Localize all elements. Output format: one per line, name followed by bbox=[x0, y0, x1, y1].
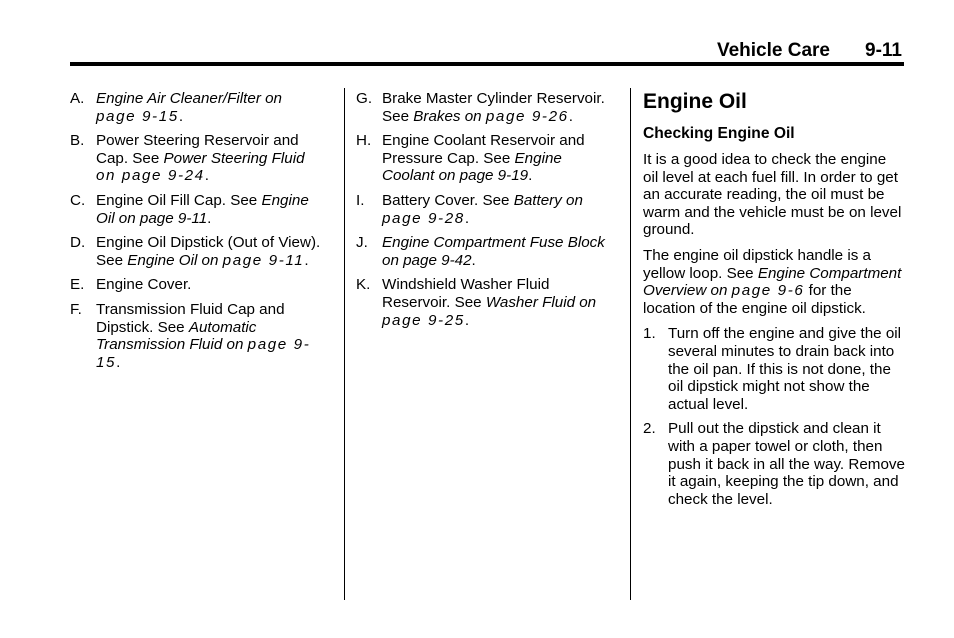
callout-text-end: . bbox=[471, 251, 476, 269]
callout-text-end: . bbox=[464, 311, 470, 329]
column-divider-left bbox=[344, 88, 345, 600]
cross-reference-link[interactable]: Battery on bbox=[513, 191, 583, 209]
step-number: 1. bbox=[643, 325, 656, 343]
cross-reference-link[interactable]: Brakes on bbox=[413, 107, 482, 125]
dipstick-paragraph bbox=[643, 247, 905, 317]
cross-reference-link[interactable]: Engine Oil on bbox=[127, 251, 219, 269]
dipstick-text-end: for the location of the engine oil dipstick. bbox=[643, 282, 866, 317]
callout-text-end: . bbox=[568, 107, 573, 125]
cross-reference-link[interactable]: Power Steering Fluid bbox=[163, 149, 305, 167]
callout-text-end: . bbox=[464, 209, 470, 227]
callout-item bbox=[356, 192, 614, 227]
step-item bbox=[643, 325, 905, 413]
callout-item bbox=[356, 276, 614, 329]
cross-reference-link[interactable]: Engine Coolant on page 9-19 bbox=[382, 149, 562, 185]
page-number: 9-11 bbox=[865, 40, 902, 61]
step-number: 2. bbox=[643, 420, 656, 438]
callout-text-end: . bbox=[304, 251, 309, 269]
callout-item bbox=[70, 90, 326, 125]
callout-text-end: . bbox=[204, 167, 209, 185]
cross-reference-page[interactable]: on page 9-24 bbox=[96, 167, 205, 185]
column-middle bbox=[356, 90, 614, 336]
callout-text: Engine Oil Dipstick (Out of View). See bbox=[96, 234, 321, 269]
callout-text: Engine Coolant Reservoir and Pressure Cap. See bbox=[382, 132, 585, 167]
callout-letter: C. bbox=[70, 191, 86, 209]
callout-text: Brake Master Cylinder Reservoir. See bbox=[382, 90, 605, 125]
callout-item bbox=[70, 276, 326, 294]
callout-item bbox=[70, 234, 326, 269]
column-left bbox=[70, 90, 326, 378]
callout-list-left bbox=[70, 90, 326, 371]
callout-item bbox=[356, 234, 614, 269]
intro-paragraph: It is a good idea to check the engine oil level at each fuel fill. In order to get an accurate reading, the oil must be warm and the vehicle must be on level ground. bbox=[643, 151, 902, 239]
callout-item bbox=[70, 132, 326, 185]
callout-text: Power Steering Reservoir and Cap. See bbox=[96, 132, 299, 167]
callout-letter: J. bbox=[356, 234, 368, 252]
callout-list-middle bbox=[356, 90, 614, 329]
column-right bbox=[643, 90, 905, 515]
callout-letter: G. bbox=[356, 90, 373, 107]
callout-letter: A. bbox=[70, 90, 85, 107]
callout-item bbox=[356, 132, 614, 185]
callout-text: Windshield Washer Fluid Reservoir. See bbox=[382, 276, 550, 311]
callout-letter: K. bbox=[356, 276, 371, 294]
dipstick-text: The engine oil dipstick handle is a yellow loop. See bbox=[643, 246, 871, 282]
callout-text: Engine Cover. bbox=[96, 276, 192, 294]
step-text: Pull out the dipstick and clean it with a paper towel or cloth, then push it back in all the way. Remove it again, keeping the tip down, and check the level. bbox=[668, 420, 905, 508]
callout-text: Battery Cover. See bbox=[382, 191, 514, 209]
cross-reference-link[interactable]: Engine Compartment Overview on bbox=[643, 264, 902, 300]
cross-reference-link[interactable]: Engine Compartment Fuse Block on page 9-42 bbox=[382, 234, 605, 269]
callout-text-end: . bbox=[207, 209, 212, 227]
cross-reference-page[interactable]: page 9-28 bbox=[382, 209, 465, 227]
cross-reference-link[interactable]: Washer Fluid on bbox=[485, 293, 597, 311]
callout-item bbox=[70, 192, 326, 227]
cross-reference-page[interactable]: page 9-25 bbox=[382, 311, 465, 329]
page-header bbox=[70, 38, 904, 66]
cross-reference-page[interactable]: page 9-6 bbox=[731, 282, 805, 300]
callout-letter: I. bbox=[356, 191, 365, 209]
callout-text: Engine Oil Fill Cap. See bbox=[96, 191, 262, 209]
callout-letter: H. bbox=[356, 132, 372, 150]
cross-reference-page[interactable]: page 9-11 bbox=[222, 251, 305, 269]
callout-item bbox=[356, 90, 614, 125]
callout-text: Transmission Fluid Cap and Dipstick. See bbox=[96, 300, 285, 336]
callout-letter: B. bbox=[70, 132, 85, 150]
cross-reference-link[interactable]: Automatic Transmission Fluid on bbox=[96, 318, 257, 354]
callout-text-end: . bbox=[116, 353, 121, 371]
steps-list bbox=[643, 325, 905, 508]
callout-letter: E. bbox=[70, 276, 85, 294]
section-title: Vehicle Care bbox=[716, 40, 830, 61]
section-heading: Engine Oil bbox=[643, 90, 747, 113]
header-rule bbox=[70, 62, 904, 66]
column-divider-right bbox=[630, 88, 631, 600]
callout-text-end: . bbox=[178, 107, 184, 125]
subsection-heading: Checking Engine Oil bbox=[643, 125, 795, 142]
cross-reference-link[interactable]: Engine Air Cleaner/Filter on bbox=[96, 90, 282, 107]
callout-item bbox=[70, 301, 326, 371]
callout-letter: F. bbox=[70, 300, 82, 318]
cross-reference-page[interactable]: page 9-26 bbox=[485, 107, 569, 125]
step-item bbox=[643, 420, 905, 508]
cross-reference-link[interactable]: Engine Oil on page 9-11 bbox=[96, 191, 309, 227]
cross-reference-page[interactable]: page 9-15 bbox=[96, 336, 311, 371]
step-text: Turn off the engine and give the oil several minutes to drain back into the oil pan. If this is not done, the oil dipstick might not show the actual level. bbox=[668, 325, 902, 413]
callout-text-end: . bbox=[528, 167, 533, 185]
callout-letter: D. bbox=[70, 234, 86, 252]
cross-reference-page[interactable]: page 9-15 bbox=[96, 107, 179, 125]
